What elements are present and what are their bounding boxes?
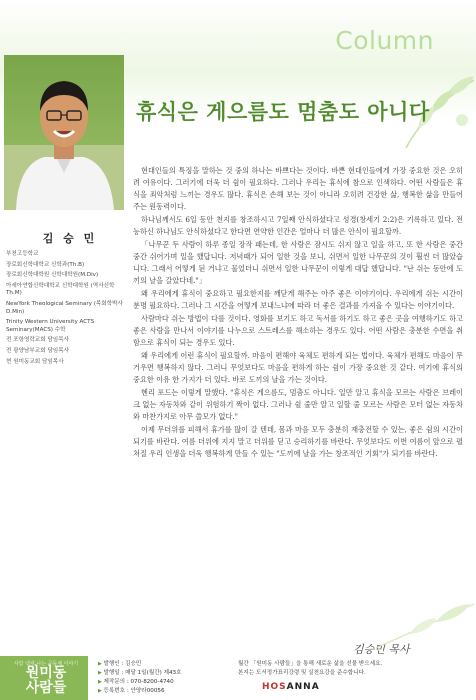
article-paragraph: 현대인들의 특징을 말하는 것 중의 하나는 바쁘다는 것이다. 바쁜 현대인들에게 가장 중요한 것은 오히려 여유이다. 그러기에 더욱 더 쉼이 필요하다. 그러나 우리는 휴식에 참으로 인색하다. 어떤 사람들은 휴식을 죄악처럼 느끼는 경우도 많다. 휴식은 손해 보는 것이 아니라 오히려 건강한 삶, 행복한 삶을 만들어 주는 원동력이다. bbox=[133, 166, 463, 211]
article-paragraph: 왜 우리에게 이런 휴식이 필요할까. 마음이 편해야 육체도 편하게 되는 법이다. 육체가 편해도 마음이 무거우면 행복하지 않다. 그러니 무엇보다도 마음을 편하게 하는 쉼이 가장 중요한 것 같다. 여기에 휴식의 중요한 이유 한 가지가 더 있다. 바로 도끼의 날을 가는 것이다. bbox=[133, 351, 463, 384]
author-name: 김 승 민 bbox=[42, 232, 98, 245]
article-paragraph: 이제 무더위를 피해서 휴가를 많이 갈 텐데, 몸과 마음 모두 충분히 재충전할 수 있는, 좋은 쉼의 시간이 되기를 바란다. 여름 더위에 지지 말고 더위를 딛고 승리하기를 바란다. 무엇보다도 이번 여름이 앞으로 펼쳐질 우리 인생을 더욱 행복하게 만들 수 있는 "도끼에 날을 가는 창조적인 기회"가 되기를 바란다. bbox=[133, 425, 463, 458]
magazine-logo bbox=[4, 666, 88, 696]
footer-notice bbox=[238, 660, 438, 678]
footer-notice-line: 본지는 도서정가표리강령 및 실천요강을 준수합니다. bbox=[238, 670, 366, 676]
article-paragraph: 왜 우리에게 휴식이 중요하고 필요한지를 깨닫게 해주는 아주 좋은 이야기이다. 우리에게 쉬는 시간이 분명 필요하다. 그러나 그 시간을 어떻게 보내느냐에 따라 더 좋은 결과를 가져올 수 있다는 이야기이다. bbox=[133, 289, 463, 310]
leaf-decoration-icon bbox=[366, 600, 476, 650]
author-credentials bbox=[6, 251, 124, 369]
section-label: Column bbox=[335, 26, 434, 55]
credential-item: 장로회신학대학교 신학과(Th.B) bbox=[6, 261, 85, 268]
article-paragraph: 하나님께서도 6일 동안 천지를 창조하시고 7일째 안식하셨다고 성경(창세기 2:2)은 기록하고 있다. 전능하신 하나님도 안식하셨다고 한다면 연약한 인간은 얼마나 더 많은 안식이 필요할까. bbox=[133, 215, 463, 236]
publication-info-item: ▶ 제작문의 : 070-8200-4740 bbox=[98, 678, 238, 687]
credential-item: 현 원미동교회 담임목사 bbox=[6, 358, 64, 365]
article-paragraph: 「나무꾼 두 사람이 하루 종일 장작 패는데, 한 사람은 잠시도 쉬지 않고 일을 하고, 또 한 사람은 중간 중간 쉬어가며 일을 했답니다. 저녁때가 되어 일한 것을 보니, 쉬면서 일한 나무꾼의 것이 훨씬 더 많았습니다. 그래서 어떻게 된 거냐고 물었더니 쉬면서 일한 나무꾼이 이렇게 대답 했답니다. "난 쉬는 동안에 도끼의 날을 갈았다네."」 bbox=[133, 240, 463, 285]
author-photo bbox=[4, 55, 124, 210]
publisher-logo-part-b: ANNA bbox=[286, 682, 320, 692]
publisher-logo bbox=[262, 682, 320, 692]
publication-info-item: ▶ 발행일 : 매달 1일(월간) 제43호 bbox=[98, 669, 238, 678]
credential-item: NewYork Theological Seminary (목회학박사 D.Min) bbox=[6, 300, 123, 315]
credential-item: 부천고등학교 bbox=[6, 251, 39, 257]
credential-item: 장로회신학대학원 신학대학원(M.Div) bbox=[6, 272, 99, 279]
credential-item: 전 광양남부교회 담임목사 bbox=[6, 347, 69, 354]
credential-item: 전 포항영락교회 담임목사 bbox=[6, 337, 69, 344]
magazine-logo-line1: 원미동 bbox=[25, 665, 67, 681]
magazine-tagline: 사람 냄새 나는 공동체 이야기 bbox=[13, 661, 79, 667]
article-body bbox=[133, 165, 463, 461]
publication-info-item: ▶ 등록번호 : 안양라00056 bbox=[98, 687, 238, 696]
magazine-logo-line2: 사람들 bbox=[25, 680, 67, 696]
article-paragraph: 사람마다 쉬는 방법이 다를 것이다. 영화를 보기도 하고 독서를 하기도 하고 좋은 곳을 여행하기도 하고 좋은 사람을 만나서 이야기를 나누으로 스트레스를 해소하는 경우도 있다. 어떤 사람은 충분한 수면을 취함으로 휴식이 되는 경우도 있다. bbox=[133, 314, 463, 347]
article-title: 휴식은 게으름도 멈춤도 아니다 bbox=[136, 100, 430, 124]
credential-item: 아세아연합신학대학교 신학대학원 (역사신학 Th.M) bbox=[6, 282, 115, 297]
publication-info-item: ▶ 발행인 : 김승민 bbox=[98, 660, 238, 669]
publication-info bbox=[98, 660, 238, 696]
footer-notice-line: 월간 「원미동 사람들」을 통해 새로운 삶을 선물 받으세요. bbox=[238, 661, 383, 667]
publisher-logo-part-a: HOS bbox=[262, 682, 287, 692]
author-signature: 김승민 목사 bbox=[353, 643, 410, 656]
article-paragraph: 헨리 포드는 이렇게 말했다. "휴식은 게으름도, 멈춤도 아니다. 일만 알고 휴식을 모르는 사람은 브레이크 없는 자동차와 같이 위험하기 짝이 없다. 그러나 쉴 줄만 알고 일할 줄 모르는 사람은 모터 없는 자동차와 마찬가지로 아무 쓸모가 없다." bbox=[133, 388, 463, 421]
credential-item: Trinity Western University ACTS Seminary(MACS) 수학 bbox=[6, 319, 95, 333]
